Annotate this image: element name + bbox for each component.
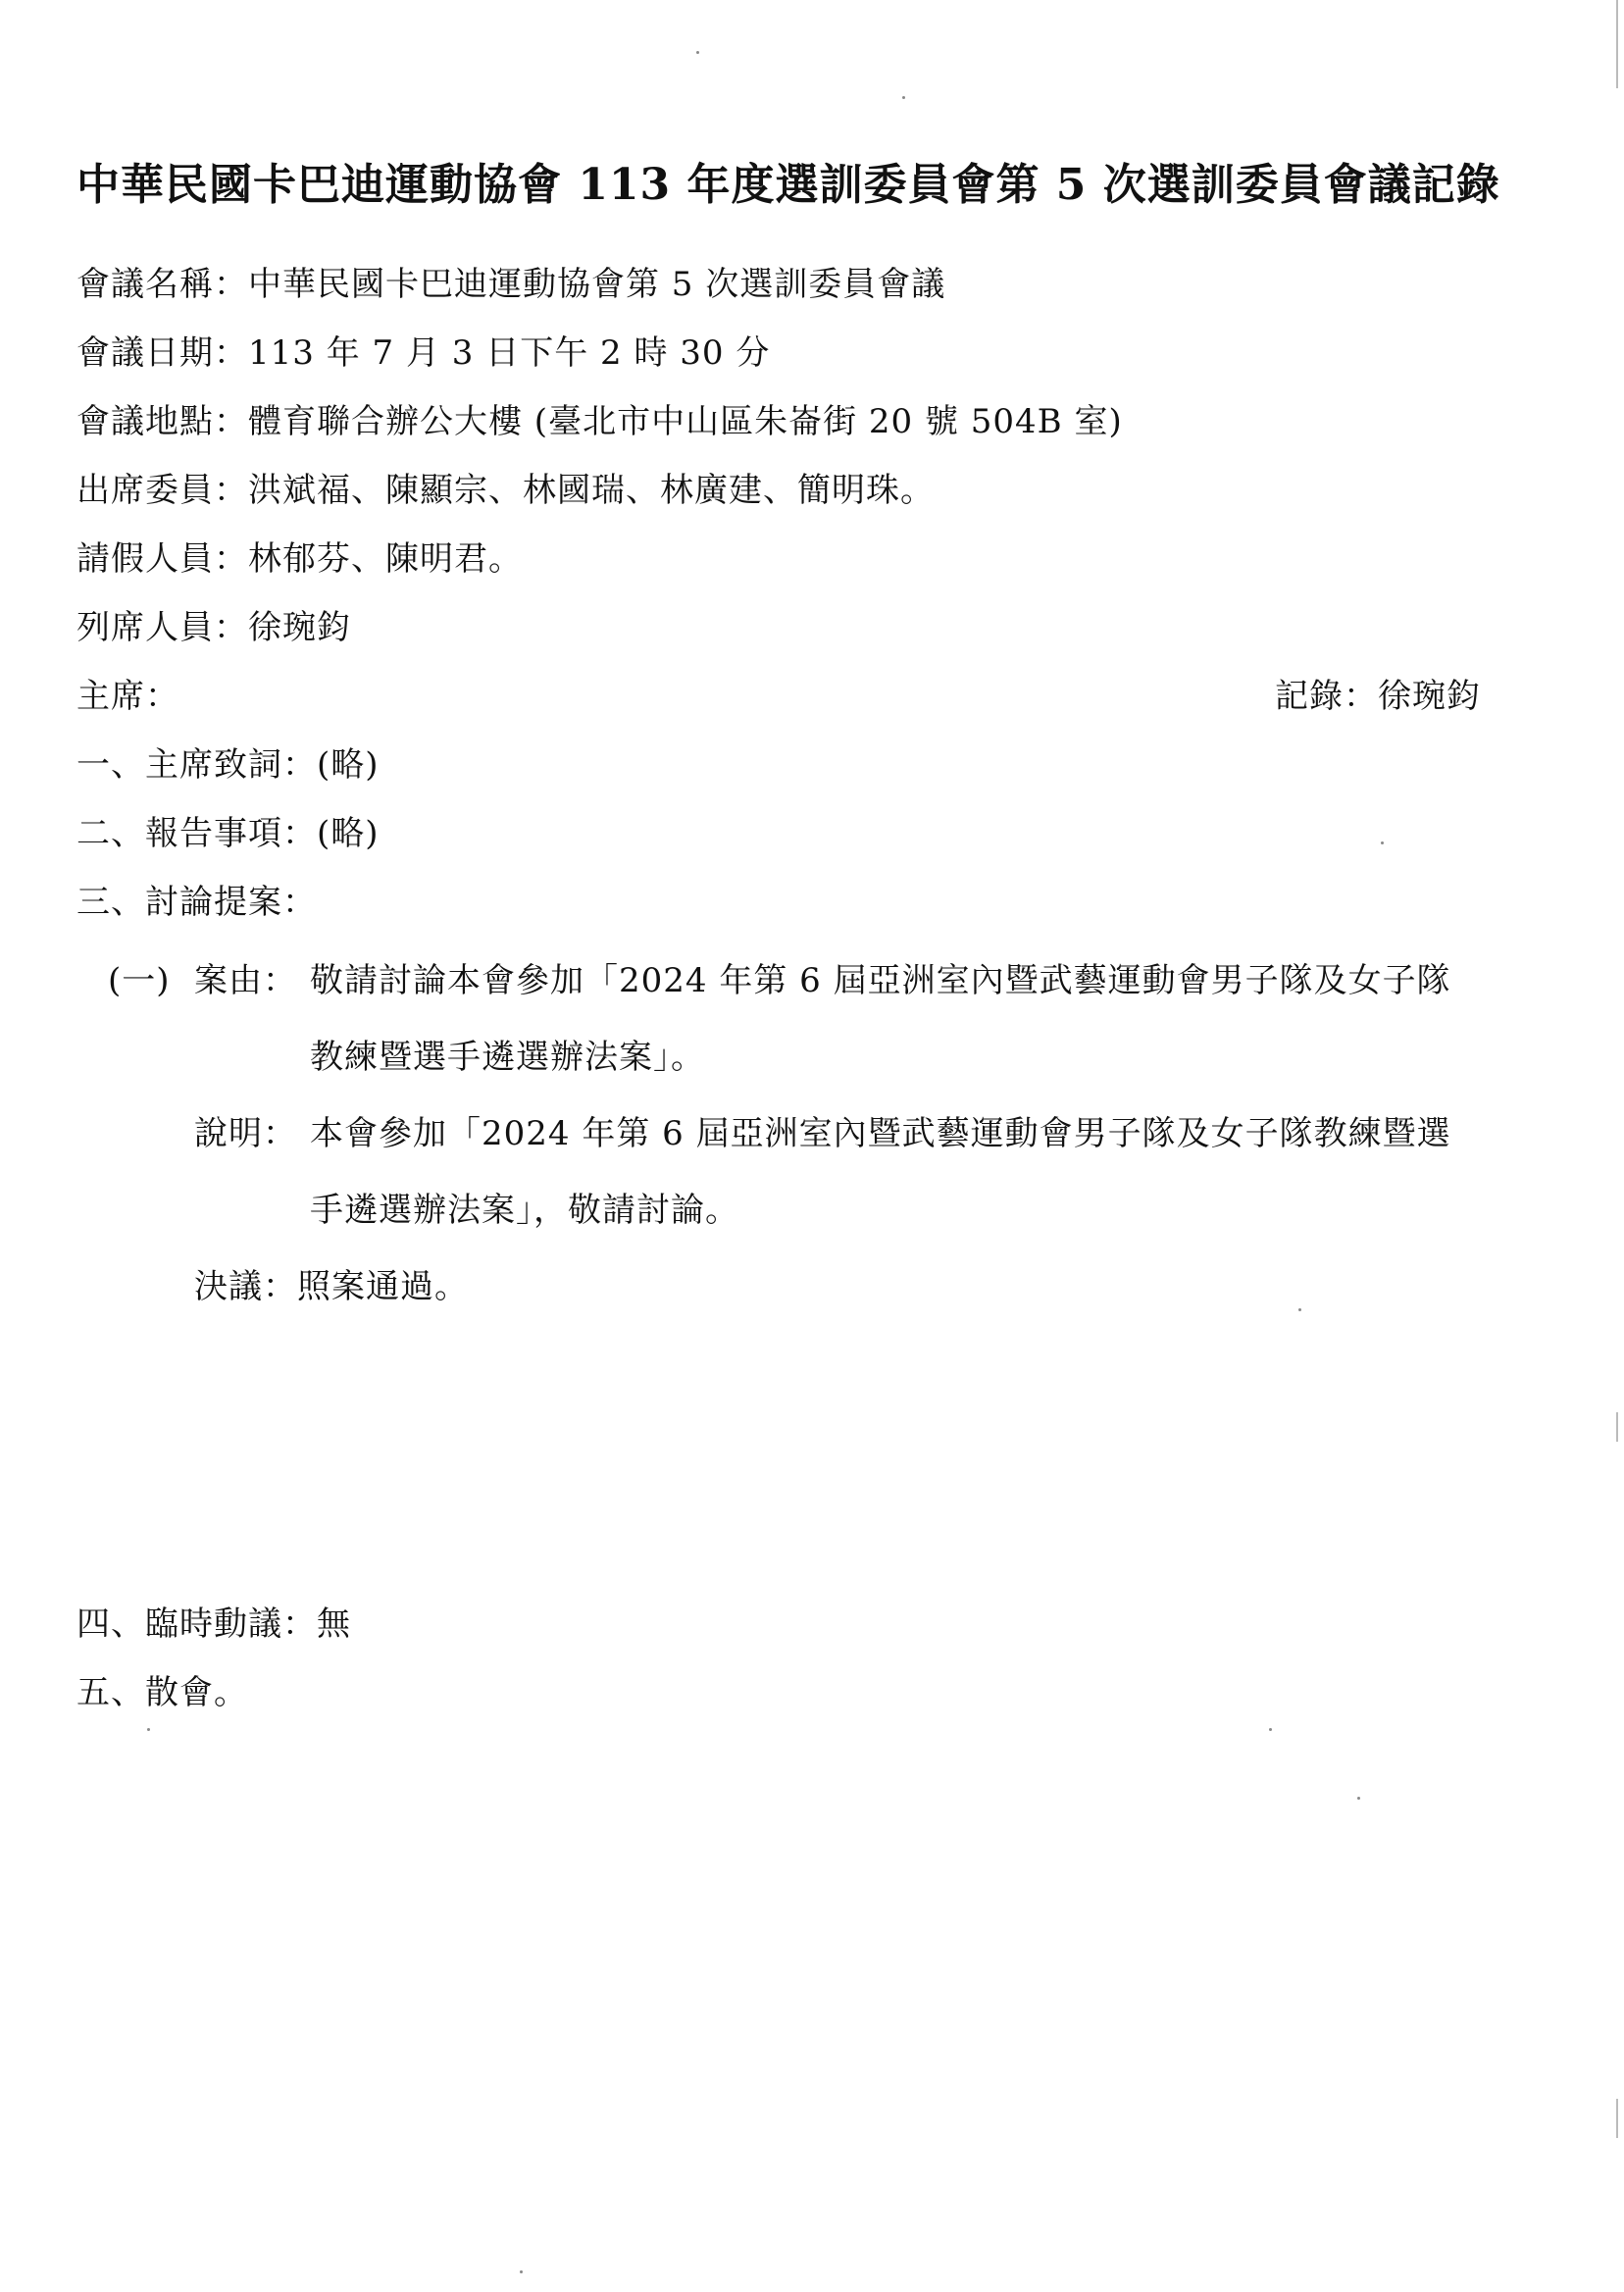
scan-speck bbox=[520, 2270, 523, 2273]
observers-label: 列席人員： bbox=[76, 608, 248, 647]
observers-row bbox=[76, 600, 351, 648]
proposal-reason-line-1: 敬請討論本會參加「2024 年第 6 屆亞洲室內暨武藝運動會男子隊及女子隊 bbox=[310, 961, 1451, 1000]
chair-row bbox=[76, 669, 179, 717]
proposal-explain-line-2: 手遴選辦法案」，敬請討論。 bbox=[310, 1191, 739, 1230]
proposal-reason-label: 案由： bbox=[194, 961, 297, 1000]
recorder-value: 徐琬鈞 bbox=[1378, 677, 1481, 716]
attendees-row bbox=[76, 463, 935, 511]
meeting-place-row bbox=[76, 394, 1123, 442]
proposal-resolution-row bbox=[194, 1259, 469, 1307]
scan-speck bbox=[1381, 841, 1384, 844]
absent-value: 林郁芬、陳明君。 bbox=[248, 539, 523, 579]
attendees-value: 洪斌福、陳顯宗、林國瑞、林廣建、簡明珠。 bbox=[248, 471, 935, 510]
agenda-item-1: 一、主席致詞：(略) bbox=[76, 745, 380, 785]
meeting-date-label: 會議日期： bbox=[76, 333, 248, 373]
proposal-explain-line-1: 本會參加「2024 年第 6 屆亞洲室內暨武藝運動會男子隊及女子隊教練暨選 bbox=[310, 1114, 1451, 1153]
observers-value: 徐琬鈞 bbox=[248, 608, 351, 647]
scan-speck bbox=[696, 51, 699, 54]
attendees-label: 出席委員： bbox=[76, 471, 248, 510]
agenda-item-5: 五、散會。 bbox=[76, 1673, 248, 1712]
scan-edge-mark bbox=[1616, 0, 1618, 88]
absent-label: 請假人員： bbox=[76, 539, 248, 579]
scan-speck bbox=[902, 96, 905, 99]
agenda-item-3: 三、討論提案： bbox=[76, 883, 317, 922]
meeting-date-value: 113 年 7 月 3 日下午 2 時 30 分 bbox=[248, 333, 771, 373]
meeting-name-value: 中華民國卡巴迪運動協會第 5 次選訓委員會議 bbox=[248, 265, 946, 304]
proposal-resolution-value: 照案通過。 bbox=[297, 1267, 469, 1306]
meeting-name-label: 會議名稱： bbox=[76, 265, 248, 304]
meeting-place-value: 體育聯合辦公大樓 (臺北市中山區朱崙街 20 號 504B 室) bbox=[248, 402, 1123, 441]
meeting-name-row bbox=[76, 257, 945, 305]
recorder-row bbox=[1275, 669, 1481, 717]
agenda-item-2: 二、報告事項：(略) bbox=[76, 814, 380, 853]
proposal-resolution-label: 決議： bbox=[194, 1267, 297, 1306]
proposal-explain-label: 說明： bbox=[194, 1114, 297, 1153]
meeting-place-label: 會議地點： bbox=[76, 402, 248, 441]
agenda-item-4: 四、臨時動議：無 bbox=[76, 1604, 351, 1644]
page-title: 中華民國卡巴迪運動協會 113 年度選訓委員會第 5 次選訓委員會議記錄 bbox=[76, 160, 1500, 210]
absent-row bbox=[76, 532, 523, 580]
proposal-reason-line-2: 教練暨選手遴選辦法案」。 bbox=[310, 1038, 705, 1077]
scan-edge-mark bbox=[1616, 1412, 1618, 1442]
scan-speck bbox=[1269, 1728, 1272, 1731]
chair-label: 主席： bbox=[76, 677, 179, 716]
scan-speck bbox=[1357, 1797, 1360, 1800]
proposal-number: (一) bbox=[108, 961, 171, 1000]
scan-edge-mark bbox=[1616, 2099, 1618, 2138]
scan-speck bbox=[147, 1728, 150, 1731]
meeting-date-row bbox=[76, 326, 770, 374]
recorder-label: 記錄： bbox=[1275, 677, 1378, 716]
scan-speck bbox=[1298, 1308, 1301, 1311]
